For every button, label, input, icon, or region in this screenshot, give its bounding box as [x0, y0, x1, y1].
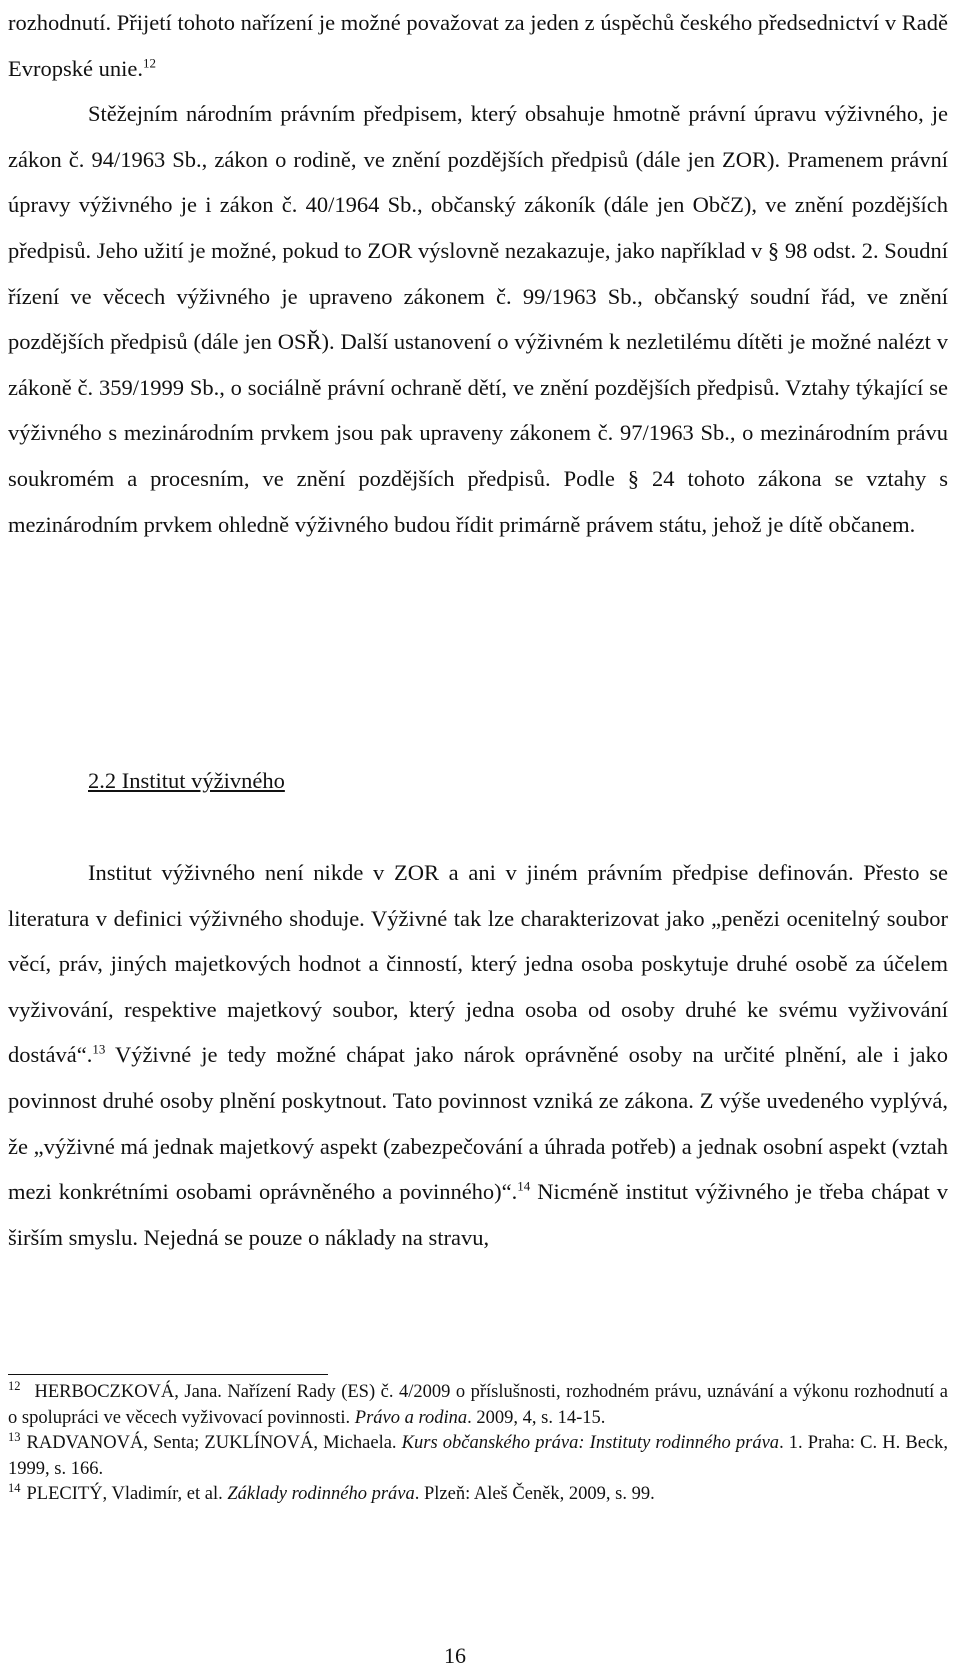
footnote-12: $^{12}$ HERBOCZKOVÁ, Jana. Nařízení Rady (ES) č. 4/2009 o příslušnosti, rozhodném právu, uznávání a výkonu rozhodnutí a o spolupráci ve věcech vyživovací povinnosti. Právo a rodina. 2009, 4, s. 14-15. [8, 1378, 948, 1428]
footnote-separator [8, 1374, 328, 1375]
footnote-ref-14[interactable]: 14 [517, 1178, 531, 1194]
footnote-ref-13[interactable]: 13 [92, 1041, 106, 1057]
page-number: 16 [444, 1643, 466, 1668]
section-heading: 2.2 Institut výživného [88, 768, 285, 793]
footnote-ref-12[interactable]: 12 [142, 55, 156, 71]
paragraph-1: rozhodnutí. Přijetí tohoto nařízení je možné považovat za jeden z úspěchů českého předsednictví v Radě Evropské unie.$^{12}$ [8, 10, 948, 81]
footnote-13: $^{13}$ RADVANOVÁ, Senta; ZUKLÍNOVÁ, Michaela. Kurs občanského práva: Instituty rodinného práva. 1. Praha: C. H. Beck, 1999, s. 166. [8, 1430, 948, 1479]
paragraph-3: Institut výživného není nikde v ZOR a ani v jiném právním předpise definován. Přesto se literatura v definici výživného shoduje. Výživné tak lze charakterizovat jako „penězi ocenitelný soubor věcí, práv, jiných majetkových hodnot a činností, který jedna osoba poskytuje druhé osobě za účelem vyživování, respektive majetkový soubor, který jedna osoba od osoby druhé ke svému vyživování dostává“.$^{13}$ Výživné je tedy možné chápat jako nárok oprávněné osoby na určité plnění, ale i jako povinnost druhé osoby plnění poskytnout. Tato povinnost vzniká ze zákona. Z výše uvedeného vyplývá, že „výživné má jednak majetkový aspekt (zabezpečování a úhrada potřeb) a jednak osobní aspekt (vztah mezi konkrétními osobami oprávněného a povinného)“.$^{14}$ Nicméně institut výživného je třeba chápat v širším smyslu. Nejedná se pouze o náklady na stravu, [8, 860, 948, 1250]
paragraph-2: Stěžejním národním právním předpisem, který obsahuje hmotně právní úpravu výživného, je zákon č. 94/1963 Sb., zákon o rodině, ve znění pozdějších předpisů (dále jen ZOR). Pramenem právní úpravy výživného je i zákon č. 40/1964 Sb., občanský zákoník (dále jen ObčZ), ve znění pozdějších předpisů. Jeho užití je možné, pokud to ZOR výslovně nezakazuje, jako například v § 98 odst. 2. Soudní řízení ve věcech výživného je upraveno zákonem č. 99/1963 Sb., občanský soudní řád, ve znění pozdějších předpisů (dále jen OSŘ). Další ustanovení o výživném k nezletilému dítěti je možné nalézt v zákoně č. 359/1999 Sb., o sociálně právní ochraně dětí, ve znění pozdějších předpisů. Vztahy týkající se výživného s mezinárodním prvkem jsou pak upraveny zákonem č. 97/1963 Sb., o mezinárodním právu soukromém a procesním, ve znění pozdějších předpisů. Podle § 24 tohoto zákona se vztahy s mezinárodním prvkem ohledně výživného budou řídit primárně právem státu, jehož je dítě občanem. [8, 101, 948, 537]
body-text-top [8, 0, 948, 547]
footnotes [8, 1380, 948, 1508]
body-text-bottom [8, 850, 948, 1260]
footnote-14: $^{14}$ PLECITÝ, Vladimír, et al. Základy rodinného práva. Plzeň: Aleš Čeněk, 2009, s. 99. [8, 1481, 655, 1505]
